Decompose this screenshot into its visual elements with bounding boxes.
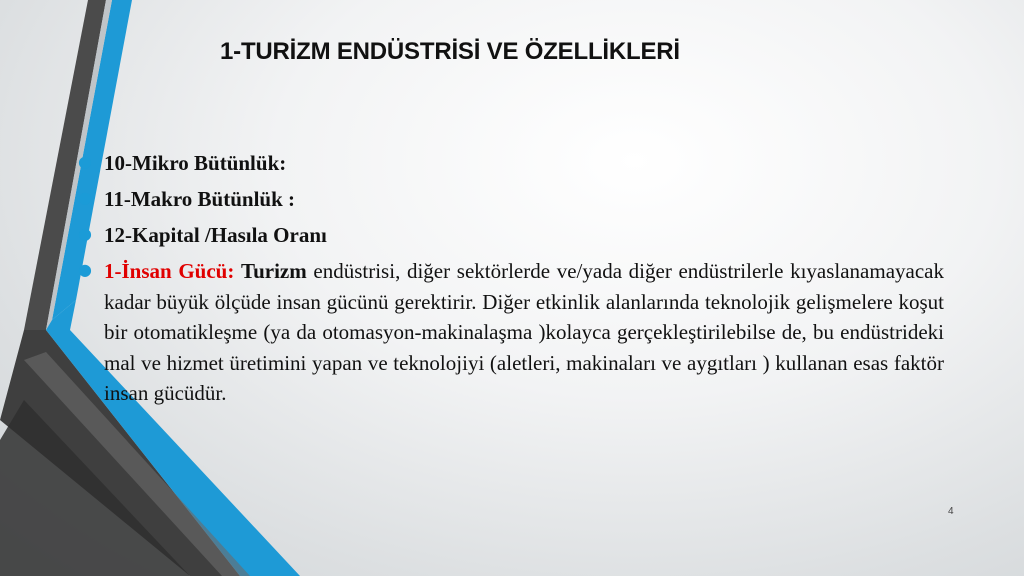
paragraph-text: endüstrisi, diğer sektörlerde ve/yada diğer endüstrilerle kıyaslanamayacak kadar büyük ölçüde insan gücünü gerektirir. Diğer etkinlik alanlarında teknolojik gelişmelere koşut bir otomatikleşme (ya da otomasyon-makinalaşma )kolayca gerçekleştirilebilse de, bu endüstrideki mal ve hizmet üretimini yapan ve teknolojiyi (aletleri, makinaları ve aygıtları ) kullanan esas faktör insan gücüdür. [104, 259, 944, 405]
paragraph [104, 256, 944, 409]
list-item [78, 256, 944, 409]
paragraph-lead-bold: Turizm [241, 259, 307, 283]
bullet-dot-icon: ● [78, 188, 92, 207]
page-number: 4 [948, 506, 954, 517]
list-item [78, 220, 944, 250]
bullet-dot-icon: ● [78, 224, 92, 243]
page-title: 1-TURİZM ENDÜSTRİSİ VE ÖZELLİKLERİ [220, 38, 680, 65]
bullet-list [78, 148, 944, 415]
bullet-dot-icon: ● [78, 260, 92, 279]
bullet-text: 10-Mikro Bütünlük: [104, 151, 287, 175]
bullet-text: 11-Makro Bütünlük : [104, 187, 295, 211]
bullet-dot-icon: ● [78, 152, 92, 171]
list-item [78, 184, 944, 214]
paragraph-lead-red: 1-İnsan Gücü: [104, 259, 235, 283]
bullet-text: 12-Kapital /Hasıla Oranı [104, 223, 327, 247]
list-item [78, 148, 944, 178]
